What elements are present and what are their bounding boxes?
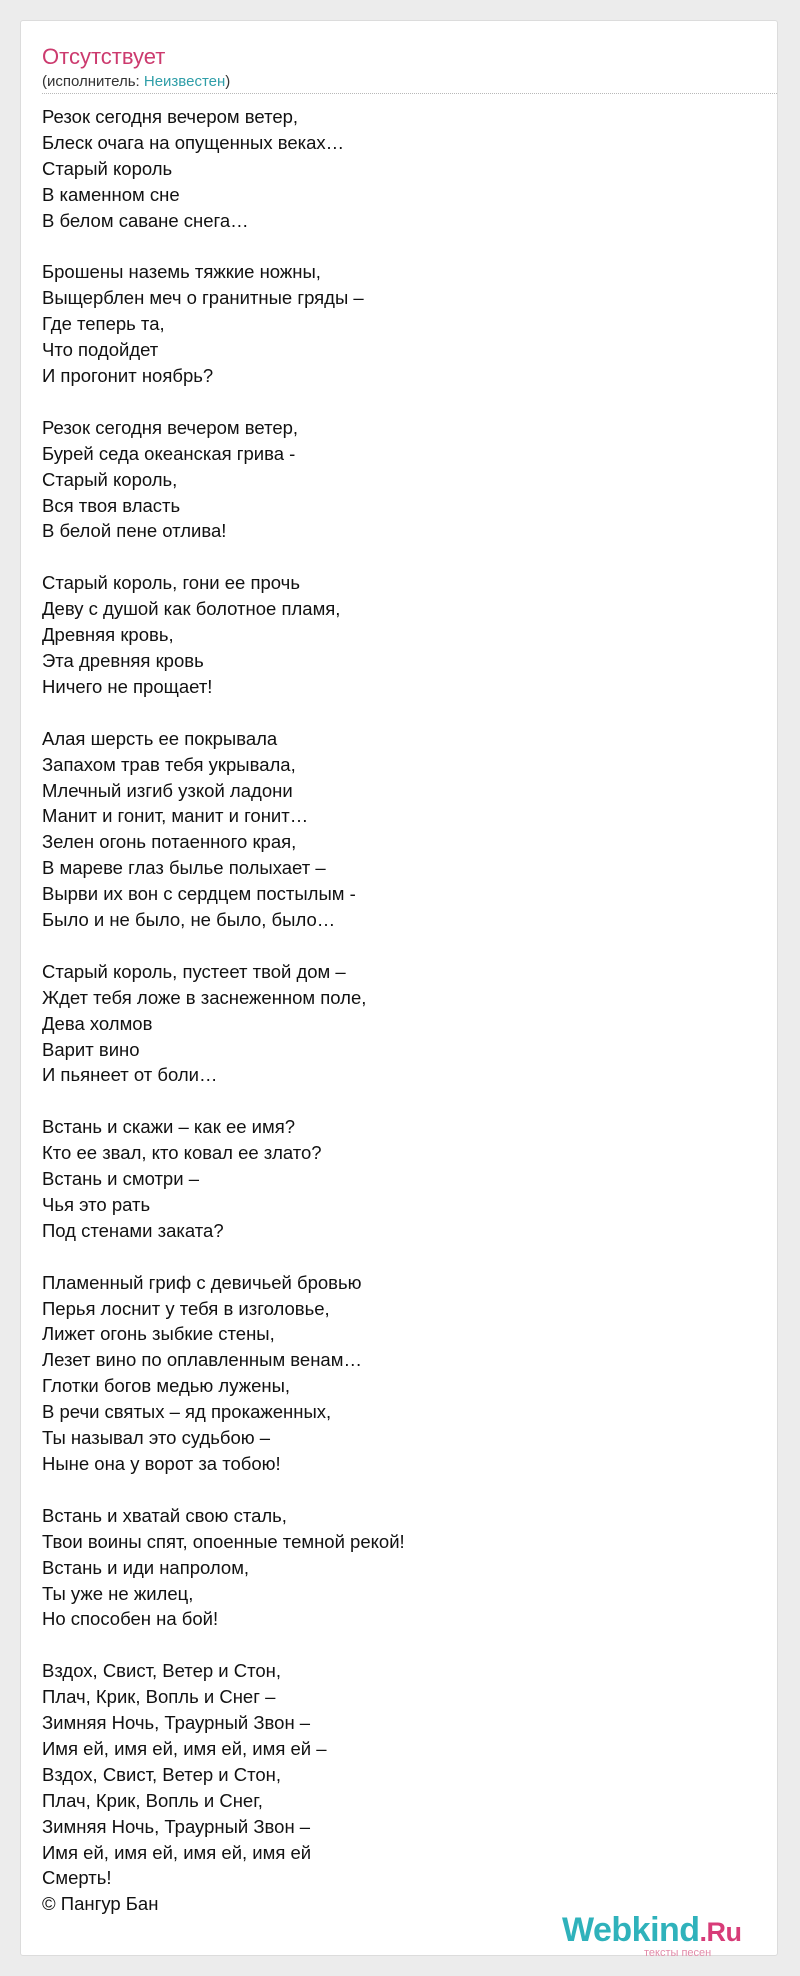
lyrics-line: Деву с душой как болотное пламя, bbox=[42, 598, 341, 620]
lyrics-stanza bbox=[42, 726, 762, 933]
lyrics-line: Встань и смотри – bbox=[42, 1168, 199, 1190]
lyrics-line: В каменном сне bbox=[42, 183, 180, 205]
lyrics-line: Старый король bbox=[42, 157, 173, 179]
lyrics-line: Но способен на бой! bbox=[42, 1608, 219, 1630]
lyrics-line: Манит и гонит, манит и гонит… bbox=[42, 805, 309, 827]
lyrics-line: Твои воины спят, опоенные темной рекой! bbox=[42, 1530, 405, 1552]
lyrics-line: Зелен огонь потаенного края, bbox=[42, 831, 297, 853]
logo-tagline: тексты песен bbox=[644, 1947, 712, 1959]
lyrics-line: В белой пене отлива! bbox=[42, 520, 227, 542]
lyrics-line: Ты называл это судьбою – bbox=[42, 1427, 271, 1449]
lyrics-line: Встань и хватай свою сталь, bbox=[42, 1504, 287, 1526]
lyrics-line: Смерть! bbox=[42, 1867, 112, 1889]
lyrics-line: Глотки богов медью лужены, bbox=[42, 1375, 291, 1397]
lyrics-line: Старый король, bbox=[42, 468, 178, 490]
lyrics-line: Имя ей, имя ей, имя ей, имя ей – bbox=[42, 1737, 327, 1759]
dotted-divider bbox=[42, 93, 777, 94]
lyrics-line: Плач, Крик, Вопль и Снег, bbox=[42, 1789, 263, 1811]
lyrics-line: Ничего не прощает! bbox=[42, 675, 213, 697]
copyright-line: © Пангур Бан bbox=[42, 1893, 159, 1915]
lyrics-line: Старый король, пустеет твой дом – bbox=[42, 960, 346, 982]
lyrics-line: Зимняя Ночь, Траурный Звон – bbox=[42, 1815, 311, 1837]
lyrics-line: Резок сегодня вечером ветер, bbox=[42, 416, 299, 438]
lyrics-stanza bbox=[42, 1114, 762, 1244]
lyrics-stanza bbox=[42, 104, 762, 234]
lyrics-line: Встань и скажи – как ее имя? bbox=[42, 1116, 296, 1138]
logo-name: Webkind bbox=[562, 1911, 700, 1949]
lyrics-line: И пьянеет от боли… bbox=[42, 1064, 218, 1086]
webkind-logo[interactable] bbox=[562, 1910, 776, 1970]
lyrics-line: Вырви их вон с сердцем постылым - bbox=[42, 883, 356, 905]
song-title: Отсутствует bbox=[42, 44, 166, 69]
lyrics-stanza bbox=[42, 570, 762, 700]
lyrics-line: Было и не было, не было, было… bbox=[42, 909, 336, 931]
lyrics-line: Ныне она у ворот за тобою! bbox=[42, 1453, 281, 1475]
lyrics-line: Лижет огонь зыбкие стены, bbox=[42, 1323, 275, 1345]
lyrics-line: Бурей седа океанская грива - bbox=[42, 442, 296, 464]
lyrics-line: Старый король, гони ее прочь bbox=[42, 572, 300, 594]
lyrics-line: Блеск очага на опущенных веках… bbox=[42, 131, 345, 153]
lyrics-line: Эта древняя кровь bbox=[42, 649, 204, 671]
lyrics-line: Вздох, Свист, Ветер и Стон, bbox=[42, 1763, 282, 1785]
lyrics-line: Варит вино bbox=[42, 1038, 140, 1060]
lyrics-line: Брошены наземь тяжкие ножны, bbox=[42, 261, 321, 283]
lyrics-stanza bbox=[42, 1270, 762, 1477]
lyrics-line: Древняя кровь, bbox=[42, 624, 174, 646]
lyrics-line: Резок сегодня вечером ветер, bbox=[42, 106, 299, 127]
lyrics-body bbox=[42, 104, 762, 1917]
lyrics-line: Что подойдет bbox=[42, 339, 159, 361]
performer-line bbox=[42, 73, 230, 91]
lyrics-stanza bbox=[42, 959, 762, 1089]
lyrics-line: В мареве глаз былье полыхает – bbox=[42, 857, 326, 879]
lyrics-line: Запахом трав тебя укрывала, bbox=[42, 753, 296, 775]
lyrics-line: Выщерблен меч о гранитные гряды – bbox=[42, 287, 364, 309]
lyrics-line: И прогонит ноябрь? bbox=[42, 365, 214, 387]
lyrics-stanza bbox=[42, 415, 762, 545]
performer-suffix: ) bbox=[225, 73, 231, 90]
performer-prefix: (исполнитель: bbox=[42, 73, 144, 90]
lyrics-line: Перья лоснит у тебя в изголовье, bbox=[42, 1297, 330, 1319]
lyrics-stanza bbox=[42, 259, 762, 389]
logo-tld: .Ru bbox=[699, 1917, 742, 1947]
lyrics-line: Под стенами заката? bbox=[42, 1219, 224, 1241]
lyrics-line: Кто ее звал, кто ковал ее злато? bbox=[42, 1142, 322, 1164]
lyrics-line: Где теперь та, bbox=[42, 313, 165, 335]
lyrics-stanza bbox=[42, 1658, 762, 1891]
lyrics-line: Имя ей, имя ей, имя ей, имя ей bbox=[42, 1841, 312, 1863]
lyrics-line: Ждет тебя ложе в заснеженном поле, bbox=[42, 986, 367, 1008]
performer-link[interactable]: Неизвестен bbox=[143, 73, 226, 90]
lyrics-line: Лезет вино по оплавленным венам… bbox=[42, 1349, 362, 1371]
lyrics-line: Вздох, Свист, Ветер и Стон, bbox=[42, 1660, 282, 1682]
lyrics-line: Дева холмов bbox=[42, 1012, 153, 1034]
lyrics-line: Пламенный гриф с девичьей бровью bbox=[42, 1271, 362, 1293]
lyrics-line: Млечный изгиб узкой ладони bbox=[42, 779, 293, 801]
lyrics-line: Вся твоя власть bbox=[42, 494, 181, 516]
lyrics-line: Плач, Крик, Вопль и Снег – bbox=[42, 1686, 276, 1708]
lyrics-line: Алая шерсть ее покрывала bbox=[42, 727, 278, 749]
lyrics-line: Встань и иди напролом, bbox=[42, 1556, 250, 1578]
lyrics-card bbox=[20, 20, 778, 1956]
lyrics-line: В речи святых – яд прокаженных, bbox=[42, 1401, 332, 1423]
lyrics-line: Чья это рать bbox=[42, 1193, 151, 1215]
lyrics-line: Ты уже не жилец, bbox=[42, 1582, 194, 1604]
lyrics-line: В белом саване снега… bbox=[42, 209, 249, 231]
lyrics-stanza bbox=[42, 1503, 762, 1633]
lyrics-line: Зимняя Ночь, Траурный Звон – bbox=[42, 1712, 311, 1734]
